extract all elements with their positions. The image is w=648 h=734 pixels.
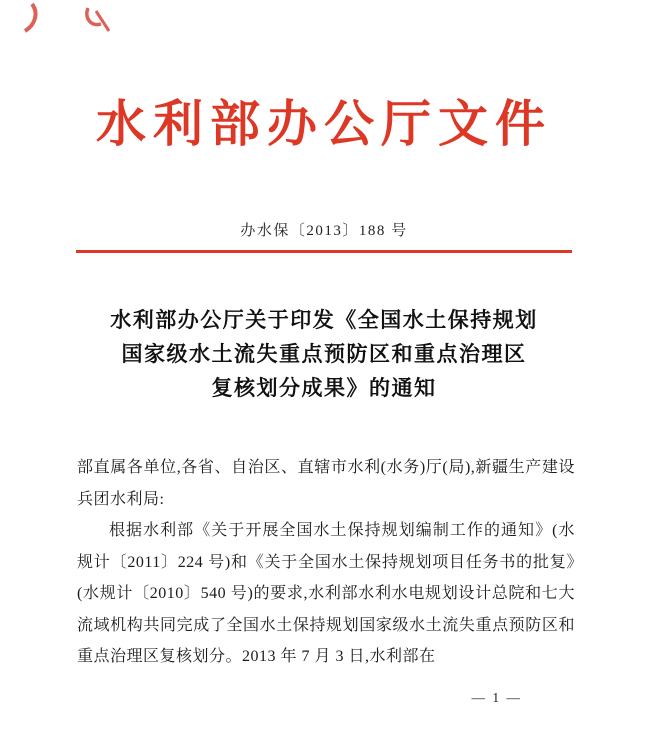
recipients-paragraph: 部直属各单位,各省、自治区、直辖市水利(水务)厅(局),新疆生产建设兵团水利局: <box>77 459 575 508</box>
document-header-title: 水利部办公厅文件 <box>96 96 552 152</box>
document-title-line-3: 复核划分成果》的通知 <box>211 376 437 400</box>
document-body <box>77 452 575 673</box>
red-separator-line <box>76 250 572 253</box>
document-title <box>0 303 648 405</box>
body-paragraph: 根据水利部《关于开展全国水土保持规划编制工作的通知》(水规计〔2011〕224 号)和《关于全国水土保持规划项目任务书的批复》(水规计〔2010〕540 号)的要求,水利部水利水电规划设计总院和七大流域机构共同完成了全国水土保持规划国家级水土流失重点预防区和重点治理区复核划分。2013 年 7 月 3 日,水利部在 <box>77 522 575 665</box>
scan-artifact-red-marks <box>16 0 126 46</box>
document-title-line-2: 国家级水土流失重点预防区和重点治理区 <box>121 342 527 366</box>
page-number: — 1 — <box>471 690 522 705</box>
document-title-line-1: 水利部办公厅关于印发《全国水土保持规划 <box>110 308 538 332</box>
document-number: 办水保〔2013〕188 号 <box>240 223 408 239</box>
